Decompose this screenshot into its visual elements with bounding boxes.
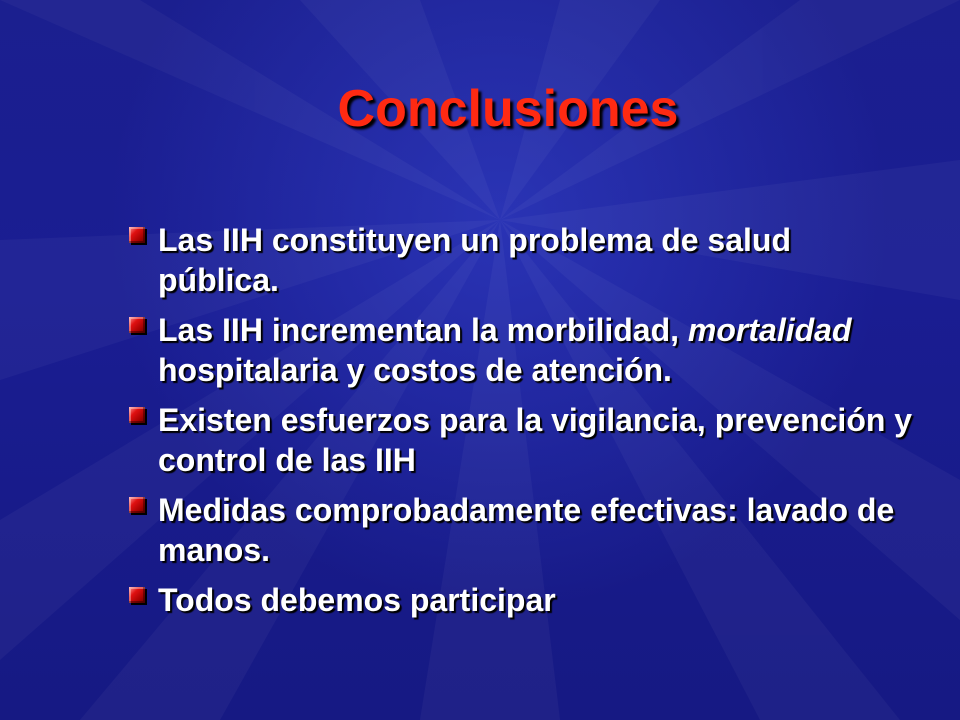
- bullet-text: Todos debemos participar: [158, 582, 556, 618]
- bullet-item: [126, 220, 916, 300]
- bullet-text: Medidas comprobadamente efectivas: lavado de manos.: [158, 492, 895, 568]
- red-square-bullet-icon: [129, 587, 145, 603]
- bullet-text-end: hospitalaria y costos de atención.: [158, 352, 672, 388]
- red-square-bullet-icon: [129, 407, 145, 423]
- bullet-item: [126, 490, 916, 570]
- bullet-text-start: Las IIH incrementan la morbilidad,: [158, 312, 688, 348]
- bullet-item: [126, 580, 916, 620]
- bullet-item: [126, 310, 916, 390]
- bullet-text: Las IIH constituyen un problema de salud pública.: [158, 222, 791, 298]
- red-square-bullet-icon: [129, 497, 145, 513]
- red-square-bullet-icon: [129, 317, 145, 333]
- bullet-text: Existen esfuerzos para la vigilancia, prevención y control de las IIH: [158, 402, 913, 478]
- bullet-item: [126, 400, 916, 480]
- slide-title: Conclusiones: [337, 80, 679, 138]
- red-square-bullet-icon: [129, 227, 145, 243]
- bullet-text-emphasis: mortalidad: [687, 312, 852, 348]
- bullet-list: [126, 220, 916, 630]
